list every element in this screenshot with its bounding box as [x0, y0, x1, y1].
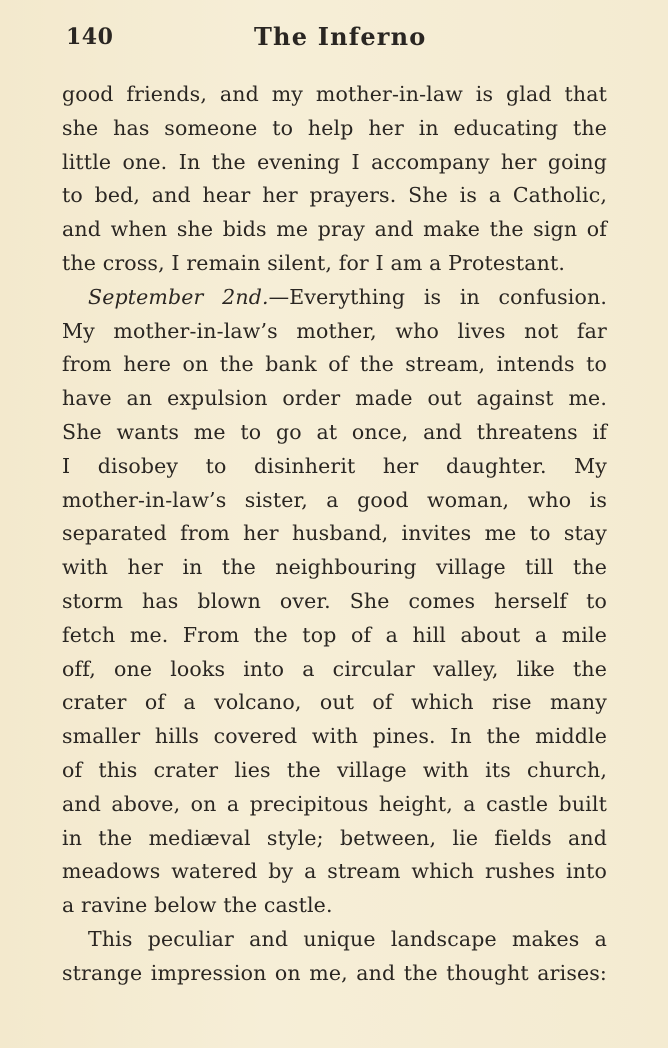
text-line: a ravine below the castle. [62, 893, 333, 918]
text-line: she has someone to help her in educating the [62, 115, 607, 140]
text-line: fetch me. From the top of a hill about a mile [62, 622, 607, 647]
text-line: meadows watered by a stream which rushes into [62, 859, 607, 884]
text-line: storm has blown over. She comes herself to [62, 588, 607, 613]
text-line: My mother-in-law’s mother, who lives not far [62, 318, 607, 343]
text-line: with her in the neighbouring village till the [62, 555, 607, 580]
text-line: off, one looks into a circular valley, like the [62, 656, 607, 681]
text-line: from here on the bank of the stream, intends to [62, 352, 607, 377]
text-line: little one. In the evening I accompany her going [62, 149, 607, 174]
text-line: good friends, and my mother-in-law is glad that [62, 82, 607, 106]
text-line: separated from her husband, invites me to stay [62, 521, 607, 546]
text-line: mother-in-law’s sister, a good woman, who is [62, 487, 607, 512]
page-number: 140 [66, 24, 114, 50]
text-line: of this crater lies the village with its church, [62, 757, 607, 782]
body-text [62, 78, 607, 991]
running-title: The Inferno [254, 22, 427, 51]
text-line: strange impression on me, and the thought arises: [62, 960, 607, 985]
text-line: She wants me to go at once, and threatens if [62, 419, 607, 444]
text-line: the cross, I remain silent, for I am a Protestant. [62, 250, 566, 275]
date-heading: September 2nd. [88, 284, 269, 309]
dated-entry-line [62, 281, 607, 315]
running-head [66, 22, 606, 56]
text-line: This peculiar and unique landscape makes a [88, 926, 607, 951]
text-line: in the mediæval style; between, lie fields and [62, 825, 607, 850]
text-line: crater of a volcano, out of which rise many [62, 690, 607, 715]
text-line: and above, on a precipitous height, a castle built [62, 791, 607, 816]
text-line: and when she bids me pray and make the sign of [62, 217, 607, 242]
text-line: have an expulsion order made out against me. [62, 386, 607, 411]
text-line: I disobey to disinherit her daughter. My [62, 453, 607, 478]
entry-text: —Everything is in confusion. [268, 284, 607, 309]
text-line: smaller hills covered with pines. In the middle [62, 724, 607, 749]
text-line: to bed, and hear her prayers. She is a Catholic, [62, 183, 607, 208]
